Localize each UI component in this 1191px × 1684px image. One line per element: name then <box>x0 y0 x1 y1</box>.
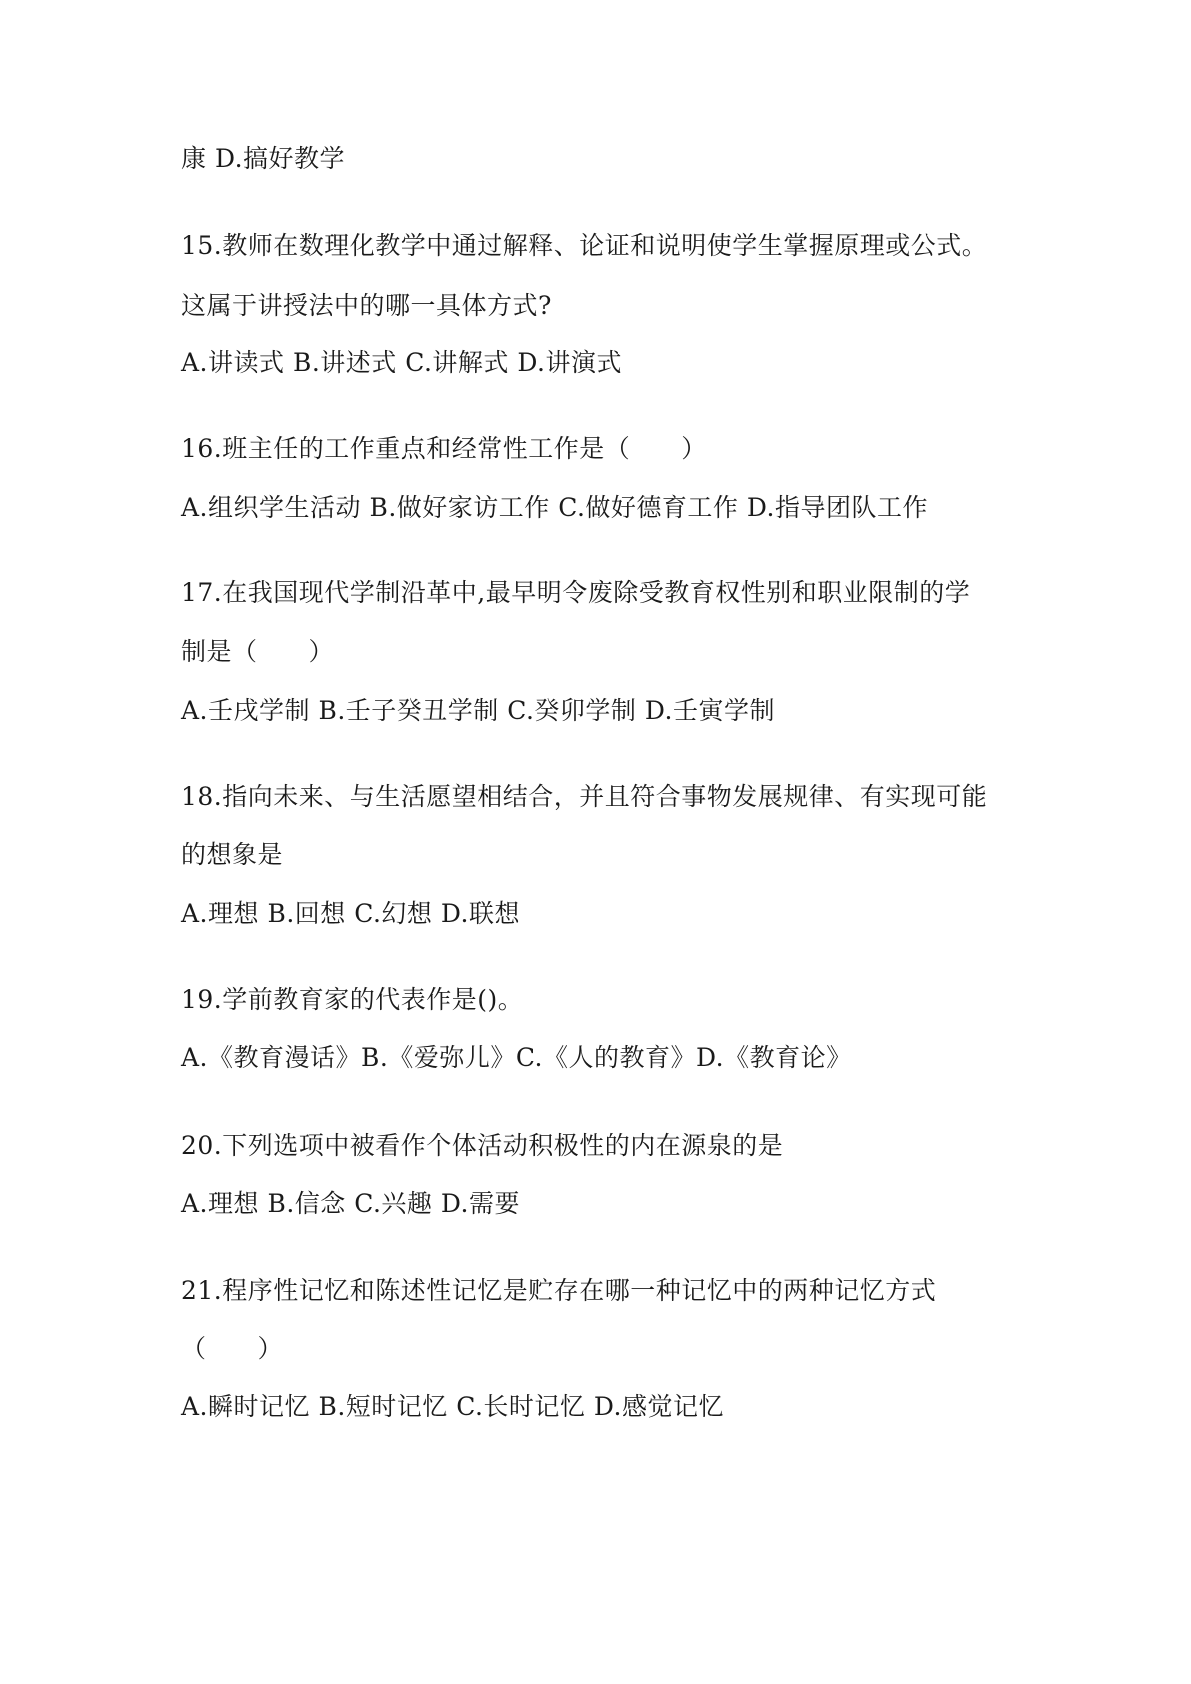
q17-question-line-1: 17.在我国现代学制沿革中,最早明令废除受教育权性别和职业限制的学 <box>181 578 971 607</box>
q18-question-line-1: 18.指向未来、与生活愿望相结合，并且符合事物发展规律、有实现可能 <box>181 782 988 811</box>
q15-options: A.讲读式 B.讲述式 C.讲解式 D.讲演式 <box>181 348 622 377</box>
q21-options: A.瞬时记忆 B.短时记忆 C.长时记忆 D.感觉记忆 <box>181 1392 724 1421</box>
q19-question: 19.学前教育家的代表作是()。 <box>181 985 524 1014</box>
q21-question-line-1: 21.程序性记忆和陈述性记忆是贮存在哪一种记忆中的两种记忆方式 <box>181 1276 937 1305</box>
q18-options: A.理想 B.回想 C.幻想 D.联想 <box>181 899 520 928</box>
q16-options: A.组织学生活动 B.做好家访工作 C.做好德育工作 D.指导团队工作 <box>181 493 928 522</box>
q21-question-line-2: （ ） <box>181 1334 284 1363</box>
q16-question: 16.班主任的工作重点和经常性工作是（ ） <box>181 434 707 463</box>
q15-question-line-2: 这属于讲授法中的哪一具体方式? <box>181 291 552 320</box>
q18-question-line-2: 的想象是 <box>181 840 284 869</box>
q20-question: 20.下列选项中被看作个体活动积极性的内在源泉的是 <box>181 1131 784 1160</box>
q17-options: A.壬戌学制 B.壬子癸丑学制 C.癸卯学制 D.壬寅学制 <box>181 696 775 725</box>
q14-option-continuation: 康 D.搞好教学 <box>181 144 346 173</box>
q20-options: A.理想 B.信念 C.兴趣 D.需要 <box>181 1189 520 1218</box>
q15-question-line-1: 15.教师在数理化教学中通过解释、论证和说明使学生掌握原理或公式。 <box>181 231 988 260</box>
q17-question-line-2: 制是（ ） <box>181 637 335 666</box>
q19-options: A.《教育漫话》B.《爱弥儿》C.《人的教育》D.《教育论》 <box>181 1043 852 1072</box>
